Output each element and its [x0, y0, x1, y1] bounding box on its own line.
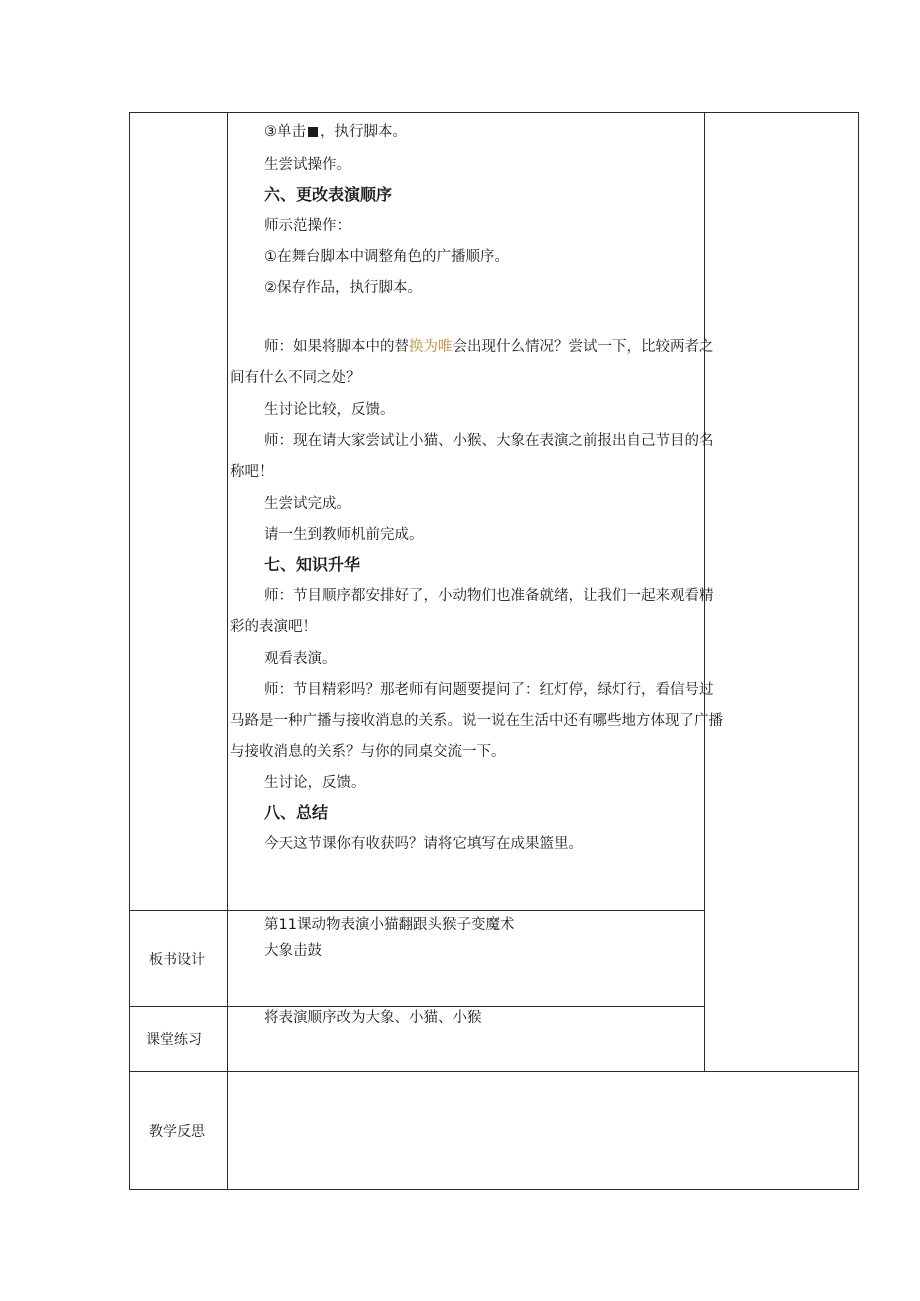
- reflection-label: 教学反思: [149, 1124, 205, 1140]
- student-try: 生尝试操作。: [264, 157, 351, 173]
- task-paragraph-line1: 师：现在请大家尝试让小猫、小猴、大象在表演之前报出自己节目的名: [264, 433, 714, 449]
- step-adjust-order: ①在舞台脚本中调整角色的广播顺序。: [264, 249, 509, 265]
- show-paragraph-line1: 师：节目顺序都安排好了，小动物们也准备就绪，让我们一起来观看精: [264, 588, 714, 604]
- row-divider-board: [129, 910, 705, 911]
- question-paragraph-line1: 师：如果将脚本中的替换为唯会出现什么情况？尝试一下，比较两者之: [264, 339, 714, 355]
- row-divider-practice: [129, 1006, 705, 1007]
- heading-change-order: 六、更改表演顺序: [264, 185, 393, 204]
- signal-paragraph-line1: 师：节目精彩吗？那老师有问题要提问了：红灯停，绿灯行，看信号过: [264, 682, 714, 698]
- watch-show: 观看表演。: [264, 651, 337, 667]
- summary-question: 今天这节课你有收获吗？请将它填写在成果篮里。: [264, 836, 583, 852]
- board-design-line1: 第11课动物表演小猫翻跟头猴子变魔术: [264, 917, 515, 933]
- table-divider-main: [227, 112, 228, 1190]
- table-border-bottom: [129, 1189, 859, 1190]
- student-discuss: 生讨论比较，反馈。: [264, 402, 395, 418]
- table-border-left: [129, 112, 130, 1190]
- question-paragraph-line2: 间有什么不同之处？: [230, 370, 361, 386]
- stop-square-icon: [308, 127, 318, 137]
- row-divider-reflection: [129, 1071, 859, 1072]
- student-complete: 生尝试完成。: [264, 496, 351, 512]
- signal-paragraph-line2: 马路是一种广播与接收消息的关系。说一说在生活中还有哪些地方体现了广播: [230, 713, 723, 729]
- highlight-text: 换为唯: [409, 339, 453, 355]
- student-to-teacher-pc: 请一生到教师机前完成。: [264, 527, 424, 543]
- heading-knowledge: 七、知识升华: [264, 555, 361, 574]
- practice-text: 将表演顺序改为大象、小猫、小猴: [264, 1010, 482, 1026]
- signal-paragraph-line3: 与接收消息的关系？与你的同桌交流一下。: [230, 744, 506, 760]
- teacher-demo: 师示范操作：: [264, 218, 351, 234]
- step-click-run: ③单击 ，执行脚本。: [264, 124, 407, 140]
- table-border-right: [858, 112, 859, 1190]
- task-paragraph-line2: 称吧！: [230, 464, 274, 480]
- board-design-line2: 大象击鼓: [264, 943, 322, 959]
- step-save-run: ②保存作品，执行脚本。: [264, 280, 422, 296]
- board-design-label: 板书设计: [149, 952, 205, 968]
- student-discuss-feedback: 生讨论，反馈。: [264, 775, 366, 791]
- practice-label: 课堂练习: [146, 1032, 202, 1048]
- heading-summary: 八、总结: [264, 803, 329, 822]
- table-border-top: [129, 112, 859, 113]
- show-paragraph-line2: 彩的表演吧！: [230, 619, 317, 635]
